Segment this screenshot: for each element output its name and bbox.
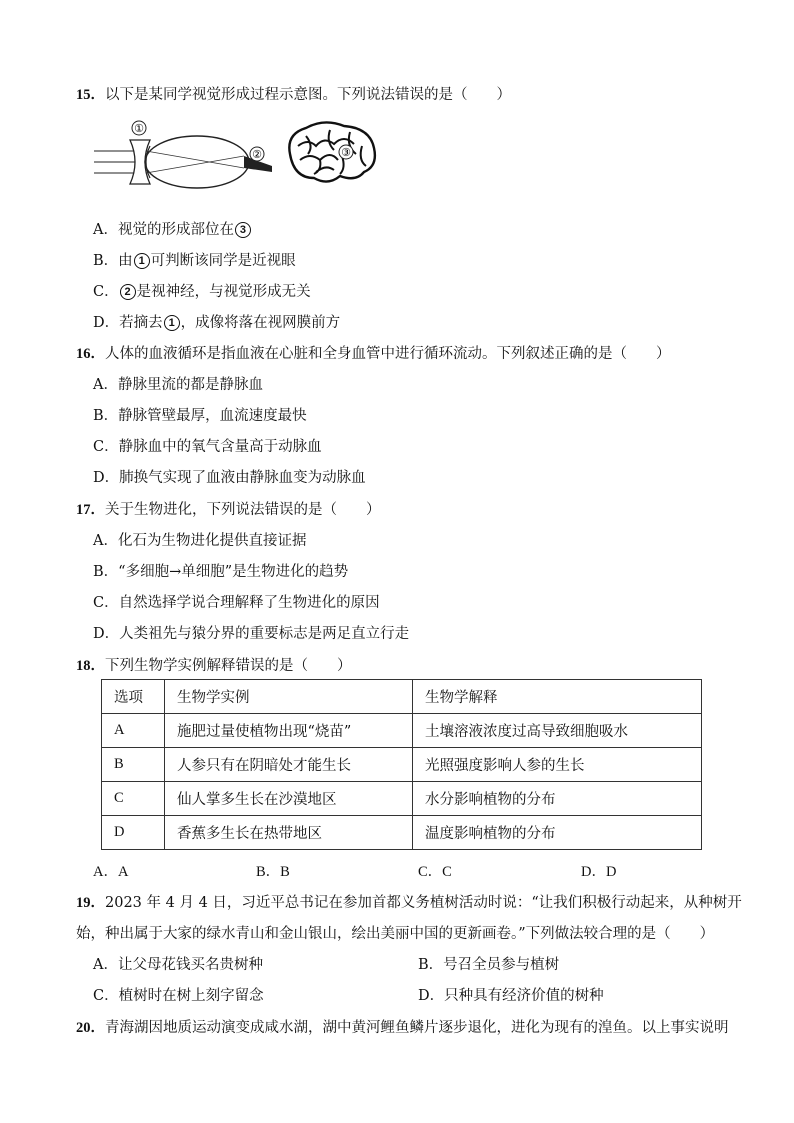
table-cell: 香蕉多生长在热带地区 [165,816,413,850]
table-cell: D [102,816,165,850]
question-text: 以下是某同学视觉形成过程示意图。下列说法错误的是（ ） [105,87,511,103]
option-c[interactable] [93,280,311,301]
option-d[interactable]: D．肺换气实现了血液由静脉血变为动脉血 [93,470,366,486]
table-row [102,748,702,782]
question-text: 关于生物进化，下列说法错误的是（ ） [105,502,381,518]
question-number: 19． [76,895,105,911]
answer-a[interactable]: A．A [93,864,129,880]
option-a[interactable]: A．让父母花钱买名贵树种 [93,957,263,973]
table-cell: 水分影响植物的分布 [413,782,702,816]
question-16-stem [76,342,671,363]
label-3: ③ [341,147,351,159]
option-text: B．由 [93,253,133,269]
question-19-stem-line2: 始，种出属于大家的绿水青山和金山银山，绘出美丽中国的更新画卷。”下列做法较合理的是（ ） [76,926,715,942]
table-row [102,816,702,850]
header-cell: 生物学解释 [413,680,702,714]
answer-d[interactable]: D．D [581,864,617,880]
answer-b[interactable]: B．B [256,864,290,880]
question-17-stem [76,498,381,519]
option-text: D．若摘去 [93,315,163,331]
table-cell: 人参只有在阴暗处才能生长 [165,748,413,782]
circled-number: 2 [120,284,136,300]
brain-icon [289,122,375,181]
question-number: 15． [76,87,105,103]
circled-number: 3 [235,222,251,238]
option-b[interactable]: B．静脉管壁最厚，血流速度最快 [93,408,307,424]
option-d[interactable] [93,311,340,332]
option-c[interactable]: C．静脉血中的氧气含量高于动脉血 [93,439,322,455]
visual-pathway-figure [94,116,394,196]
question-15-stem [76,83,511,104]
question-text: 青海湖因地质运动演变成咸水湖，湖中黄河鲤鱼鳞片逐步退化，进化为现有的湟鱼。以上事实说明 [105,1020,729,1036]
option-b[interactable]: B．号召全员参与植树 [418,957,560,973]
option-d[interactable]: D．只种具有经济价值的树种 [418,988,604,1004]
table-cell: 施肥过量使植物出现“烧苗” [165,714,413,748]
option-b[interactable] [93,249,296,270]
table-cell: 仙人掌多生长在沙漠地区 [165,782,413,816]
option-c[interactable]: C．植树时在树上刻字留念 [93,988,264,1004]
question-number: 16． [76,346,105,362]
header-cell: 生物学实例 [165,680,413,714]
label-1: ① [134,123,144,135]
question-text: 下列生物学实例解释错误的是（ ） [105,658,352,674]
question-text: 人体的血液循环是指血液在心脏和全身血管中进行循环流动。下列叙述正确的是（ ） [105,346,671,362]
table-row [102,714,702,748]
question-number: 20． [76,1020,105,1036]
answer-c[interactable]: C．C [418,864,452,880]
table-header-row [102,680,702,714]
question-text: 2023 年 4 月 4 日，习近平总书记在参加首都义务植树活动时说：“让我们积极行动起来，从种树开 [105,895,742,911]
label-2: ② [252,149,262,161]
question-18-stem [76,654,352,675]
header-cell: 选项 [102,680,165,714]
table-cell: C [102,782,165,816]
circled-number: 1 [134,253,150,269]
table-cell: A [102,714,165,748]
table-cell: 光照强度影响人参的生长 [413,748,702,782]
eyeball-icon [145,136,249,188]
option-b[interactable]: B．“多细胞→单细胞”是生物进化的趋势 [93,564,349,580]
question-20-stem [76,1016,729,1037]
table-row [102,782,702,816]
option-a[interactable]: A．化石为生物进化提供直接证据 [93,533,307,549]
example-explanation-table [101,679,702,850]
table-cell: B [102,748,165,782]
question-number: 17． [76,502,105,518]
option-a[interactable]: A．静脉里流的都是静脉血 [93,377,263,393]
option-text: 是视神经，与视觉形成无关 [136,284,311,300]
circled-number: 1 [164,315,180,331]
question-number: 18． [76,658,105,674]
option-d[interactable]: D．人类祖先与猿分界的重要标志是两足直立行走 [93,626,410,642]
option-text: A．视觉的形成部位在 [93,222,234,238]
table-cell: 温度影响植物的分布 [413,816,702,850]
option-text: 可判断该同学是近视眼 [150,253,296,269]
table-cell: 土壤溶液浓度过高导致细胞吸水 [413,714,702,748]
option-c[interactable]: C．自然选择学说合理解释了生物进化的原因 [93,595,380,611]
option-text: C． [93,284,119,300]
option-a[interactable] [93,218,252,239]
option-text: ，成像将落在视网膜前方 [180,315,341,331]
question-19-stem [76,891,742,912]
